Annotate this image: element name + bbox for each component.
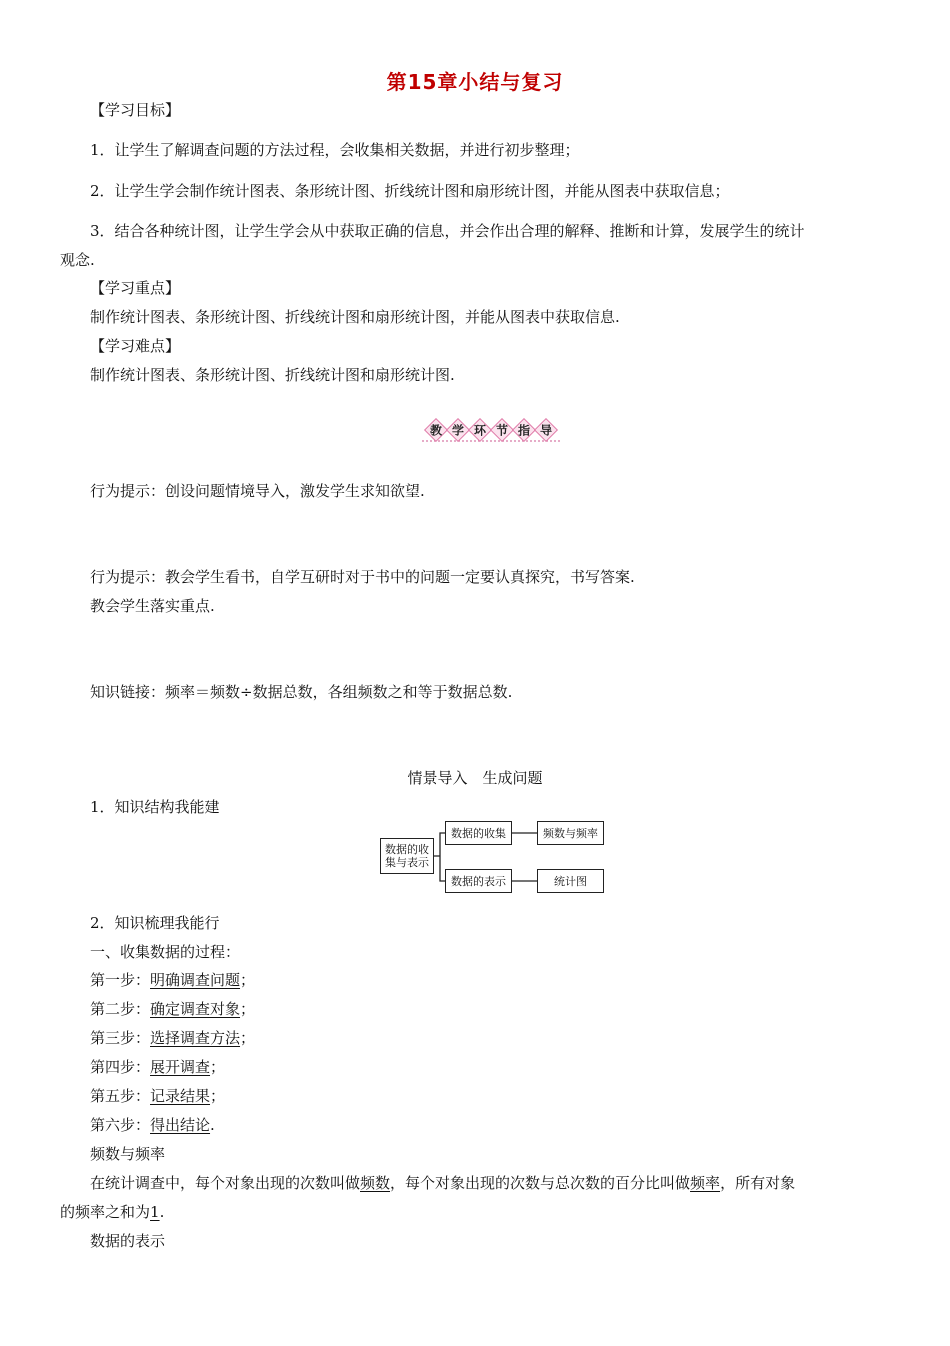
step-answer: 得出结论 [150, 1116, 211, 1134]
step-end: . [210, 1116, 215, 1134]
key-points-text: 制作统计图表、条形统计图、折线统计图和扇形统计图，并能从图表中获取信息. [90, 308, 620, 326]
step-end: ； [210, 1058, 226, 1076]
key-points-heading: 【学习重点】 [90, 279, 181, 297]
page-title: 第15章小结与复习 [386, 70, 564, 94]
process-step [90, 1028, 255, 1048]
step-answer: 记录结果 [150, 1087, 211, 1105]
step-answer: 明确调查问题 [150, 971, 241, 989]
process-step [90, 970, 255, 990]
step-label: 第六步： [90, 1116, 151, 1134]
banner-char-text: 环 [473, 423, 487, 438]
banner-char-text: 指 [517, 423, 531, 438]
banner-char-text: 教 [429, 423, 443, 438]
step-answer: 确定调查对象 [150, 1000, 241, 1018]
goal-item-2: 2．让学生学会制作统计图表、条形统计图、折线统计图和扇形统计图，并能从图表中获取信息； [90, 182, 730, 200]
frequency-paragraph-line1 [90, 1173, 795, 1193]
process-title: 一、收集数据的过程： [90, 943, 241, 961]
step-answer: 选择调查方法 [150, 1029, 241, 1047]
banner-char-text: 学 [451, 423, 465, 438]
freq-answer-frequency-rate: 频率 [690, 1174, 721, 1192]
freq-answer-sum: 1 [150, 1203, 160, 1221]
step-end: ； [240, 971, 256, 989]
hint-3: 教会学生落实重点. [90, 597, 215, 615]
step-label: 第三步： [90, 1029, 151, 1047]
step-end: ； [210, 1087, 226, 1105]
structure-branch-collection: 数据的收集 [445, 821, 512, 845]
frequency-paragraph-line2 [60, 1202, 164, 1222]
step-label: 第二步： [90, 1000, 151, 1018]
process-step [90, 999, 255, 1019]
frequency-title: 频数与频率 [90, 1145, 166, 1163]
goal-item-3: 3．结合各种统计图，让学生学会从中获取正确的信息，并会作出合理的解释、推断和计算，发展学生的统计 [90, 222, 805, 240]
structure-root-line2: 集与表示 [385, 856, 429, 869]
process-step [90, 1086, 225, 1106]
structure-heading: 1．知识结构我能建 [90, 798, 220, 816]
difficulties-text: 制作统计图表、条形统计图、折线统计图和扇形统计图. [90, 366, 455, 384]
step-label: 第五步： [90, 1087, 151, 1105]
structure-root-line1: 数据的收 [385, 843, 429, 856]
hint-1: 行为提示：创设问题情境导入，激发学生求知欲望. [90, 482, 425, 500]
knowledge-link: 知识链接：频率＝频数÷数据总数，各组频数之和等于数据总数. [90, 683, 513, 701]
step-answer: 展开调查 [150, 1058, 211, 1076]
process-step [90, 1057, 225, 1077]
freq-text-4: 的频率之和为 [60, 1203, 151, 1221]
process-step [90, 1115, 215, 1135]
structure-node-frequency: 频数与频率 [537, 821, 604, 845]
structure-root-box [380, 838, 434, 874]
representation-title: 数据的表示 [90, 1232, 166, 1250]
freq-text-5: . [159, 1203, 165, 1221]
goal-item-1: 1．让学生了解调查问题的方法过程，会收集相关数据，并进行初步整理； [90, 141, 580, 159]
step-label: 第四步： [90, 1058, 151, 1076]
structure-node-chart: 统计图 [537, 869, 604, 893]
step-label: 第一步： [90, 971, 151, 989]
goal-item-3-cont: 观念. [60, 251, 95, 269]
step-end: ； [240, 1029, 256, 1047]
structure-branch-representation: 数据的表示 [445, 869, 512, 893]
freq-text-1: 在统计调查中，每个对象出现的次数叫做 [90, 1174, 361, 1192]
section-title: 情景导入 生成问题 [407, 769, 543, 787]
hint-2: 行为提示：教会学生看书，自学互研时对于书中的问题一定要认真探究，书写答案. [90, 568, 635, 586]
freq-text-3: ，所有对象 [720, 1174, 796, 1192]
difficulties-heading: 【学习难点】 [90, 337, 181, 355]
review-heading: 2．知识梳理我能行 [90, 914, 220, 932]
banner-char-text: 导 [539, 423, 553, 438]
freq-text-2: ，每个对象出现的次数与总次数的百分比叫做 [390, 1174, 691, 1192]
freq-answer-frequency-count: 频数 [360, 1174, 391, 1192]
banner-char-text: 节 [495, 423, 509, 438]
goals-heading: 【学习目标】 [90, 101, 181, 119]
step-end: ； [240, 1000, 256, 1018]
